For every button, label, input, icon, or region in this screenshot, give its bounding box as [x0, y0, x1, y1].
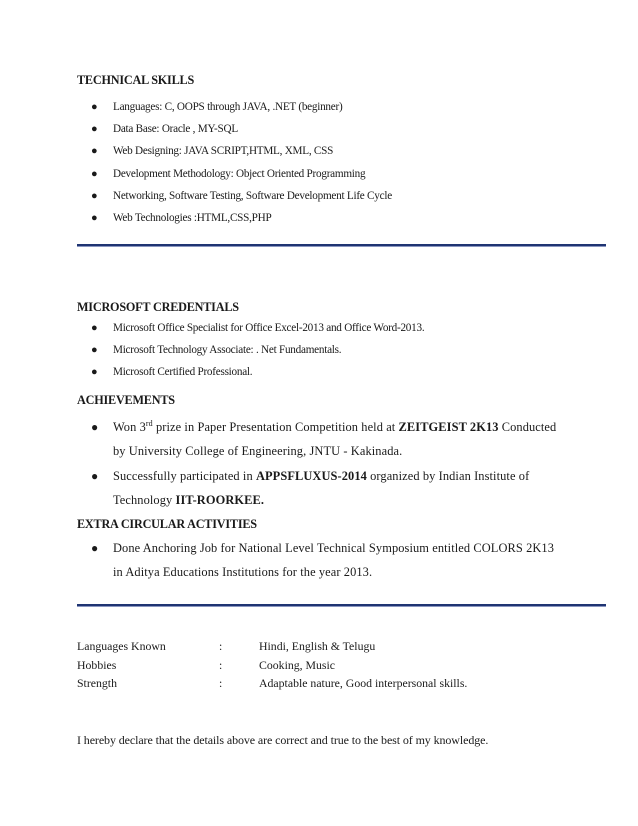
microsoft-credentials-heading: MICROSOFT CREDENTIALS — [77, 300, 239, 314]
extra-circular-heading: EXTRA CIRCULAR ACTIVITIES — [77, 517, 257, 531]
list-item: ● Web Designing: JAVA SCRIPT,HTML, XML, CSS — [77, 142, 617, 164]
list-item: ● Done Anchoring Job for National Level Technical Symposium entitled COLORS 2K13 in Aditya Educations Institutions for the year 2013. — [77, 536, 597, 584]
bullet-icon: ● — [91, 211, 98, 224]
row-value: Adaptable nature, Good interpersonal skills. — [259, 676, 468, 690]
extra-circular-list — [77, 536, 597, 584]
bullet-icon: ● — [91, 469, 99, 483]
list-item: ● Web Technologies :HTML,CSS,PHP — [77, 209, 617, 231]
row-value: Cooking, Music — [259, 658, 336, 672]
bullet-icon: ● — [91, 167, 98, 180]
row-separator: : — [219, 658, 223, 672]
achievements-heading: ACHIEVEMENTS — [77, 393, 175, 407]
bullet-icon: ● — [91, 322, 98, 334]
list-item: ● Successfully participated in APPSFLUXUS-2014 organized by Indian Institute of Technology IIT-ROORKEE. — [77, 464, 577, 512]
list-item: ● Won 3rd prize in Paper Presentation Competition held at ZEITGEIST 2K13 Conducted by University College of Engineering, JNTU - Kakinada. — [77, 415, 577, 463]
bullet-icon: ● — [91, 344, 98, 357]
bullet-icon: ● — [91, 541, 99, 555]
technical-skills-list — [77, 98, 617, 231]
declaration-text: I hereby declare that the details above are correct and true to the best of my knowledge. — [77, 733, 489, 747]
achievements-list — [77, 415, 577, 512]
bullet-icon: ● — [91, 189, 98, 202]
section-divider — [77, 244, 606, 247]
list-item: ● Microsoft Office Specialist for Office Excel-2013 and Office Word-2013. — [77, 319, 617, 341]
list-item: ● Languages: C, OOPS through JAVA, .NET (beginner) — [77, 98, 617, 120]
section-divider — [77, 604, 606, 607]
list-item: ● Microsoft Technology Associate: . Net Fundamentals. — [77, 341, 617, 363]
row-label: Languages Known — [77, 639, 166, 653]
technical-skills-heading: TECHNICAL SKILLS — [77, 73, 195, 87]
list-item: ● Development Methodology: Object Oriented Programming — [77, 165, 617, 187]
bullet-icon: ● — [91, 123, 98, 136]
microsoft-credentials-list — [77, 319, 617, 386]
list-item: ● Networking, Software Testing, Software Development Life Cycle — [77, 187, 617, 209]
bullet-icon: ● — [91, 420, 99, 434]
row-separator: : — [219, 639, 223, 653]
row-value: Hindi, English & Telugu — [259, 639, 376, 653]
row-separator: : — [219, 676, 223, 690]
row-label: Hobbies — [77, 658, 117, 672]
bullet-icon: ● — [91, 366, 98, 379]
row-label: Strength — [77, 676, 117, 690]
bullet-icon: ● — [91, 145, 98, 158]
list-item: ● Data Base: Oracle , MY-SQL — [77, 120, 617, 142]
list-item: ● Microsoft Certified Professional. — [77, 363, 617, 385]
bullet-icon: ● — [91, 101, 98, 113]
